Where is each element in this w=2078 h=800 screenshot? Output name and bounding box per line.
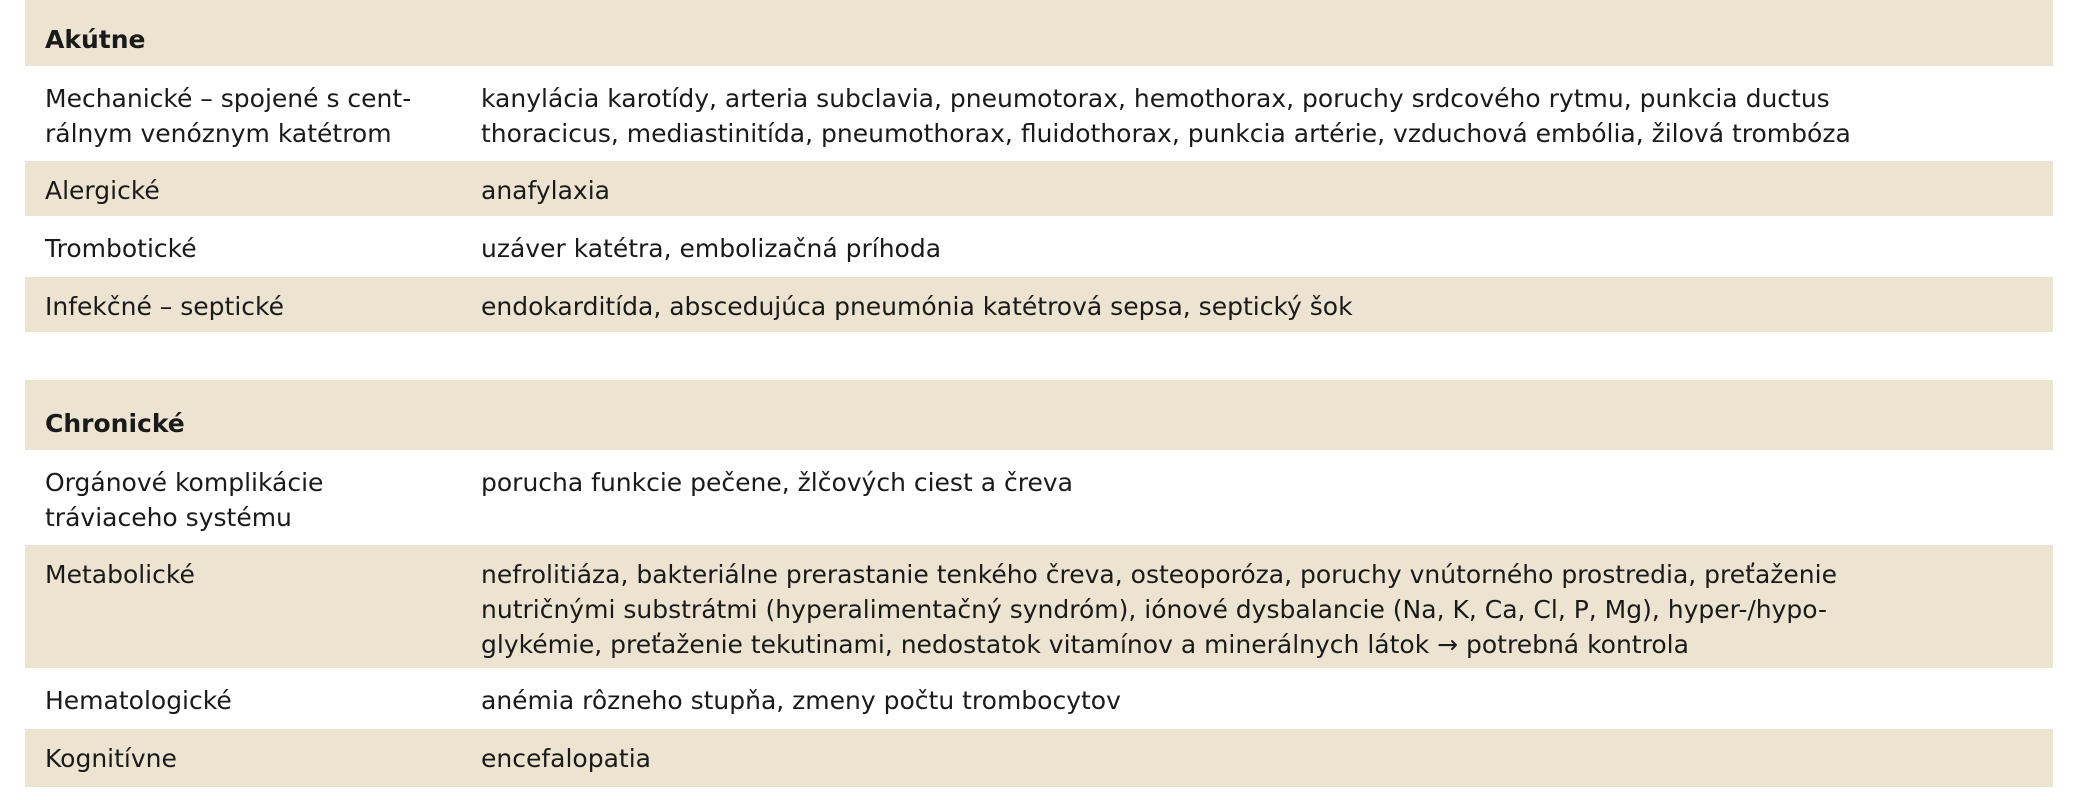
- table-row: [25, 450, 2053, 542]
- section-header-acute: [25, 0, 2053, 66]
- section-gap: [25, 332, 2053, 380]
- row-label: Trombotické: [45, 234, 197, 263]
- table-row: [25, 274, 2053, 332]
- section-title: Akútne: [45, 25, 146, 54]
- row-label: Kognitívne: [45, 744, 177, 773]
- row-text: nefrolitiáza, bakteriálne prerastanie tenkého čreva, osteoporóza, poruchy vnútorného prostredia, preťaženie nutričnými substrátmi (hyperalimentačný syndróm), iónové dysbalancie (Na, K, Ca, Cl, P, Mg), hyper-/hypo- glykémie, preťaženie tekutinami, nedostatok vitamínov a minerálnych látok → potrebná kontrola: [481, 560, 1837, 659]
- table-row: [25, 542, 2053, 668]
- section-header-chronic: [25, 380, 2053, 450]
- table-row: [25, 216, 2053, 274]
- row-text: anafylaxia: [481, 176, 610, 205]
- row-label: Mechanické – spojené s cent- rálnym venóznym katétrom: [45, 84, 412, 148]
- table-row: [25, 668, 2053, 726]
- complications-table: [25, 0, 2053, 787]
- row-text: porucha funkcie pečene, žlčových ciest a čreva: [481, 468, 1073, 497]
- table-row: [25, 66, 2053, 158]
- row-text: kanylácia karotídy, arteria subclavia, pneumotorax, hemothorax, poruchy srdcového rytmu, punkcia ductus thoracicus, mediastinitída, pneumothorax, fluidothorax, punkcia artérie, vzduchová embólia, žilová trombóza: [481, 84, 1851, 148]
- row-text: anémia rôzneho stupňa, zmeny počtu trombocytov: [481, 686, 1121, 715]
- row-text: uzáver katétra, embolizačná príhoda: [481, 234, 942, 263]
- row-label: Metabolické: [45, 560, 195, 589]
- section-title: Chronické: [45, 409, 185, 438]
- row-label: Orgánové komplikácie tráviaceho systému: [45, 468, 324, 532]
- row-text: encefalopatia: [481, 744, 651, 773]
- row-label: Alergické: [45, 176, 160, 205]
- row-label: Hematologické: [45, 686, 232, 715]
- row-text: endokarditída, abscedujúca pneumónia katétrová sepsa, septický šok: [481, 292, 1353, 321]
- table-row: [25, 726, 2053, 787]
- table-row: [25, 158, 2053, 216]
- row-label: Infekčné – septické: [45, 292, 284, 321]
